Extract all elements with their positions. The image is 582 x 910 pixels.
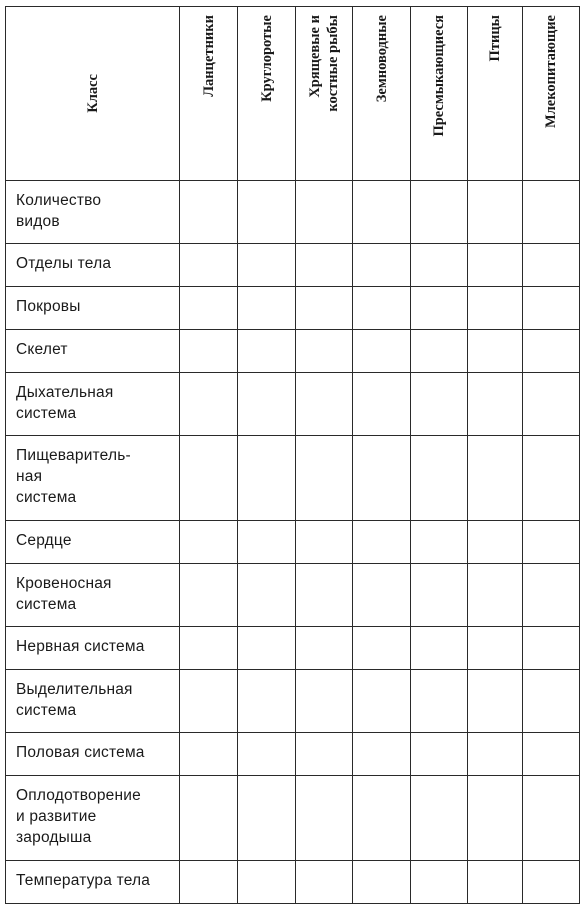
- table-row: [6, 733, 580, 776]
- empty-cell[interactable]: [238, 733, 296, 776]
- empty-cell[interactable]: [468, 733, 523, 776]
- col-label: Млекопитающие: [543, 15, 559, 129]
- corner-header: [6, 7, 180, 181]
- col-label: Круглоротые: [258, 15, 275, 102]
- empty-cell[interactable]: [296, 733, 353, 776]
- col-label: Ланцетники: [200, 15, 217, 97]
- empty-cell[interactable]: [296, 181, 353, 244]
- empty-cell[interactable]: [411, 436, 468, 521]
- empty-cell[interactable]: [180, 244, 238, 287]
- empty-cell[interactable]: [238, 436, 296, 521]
- empty-cell[interactable]: [468, 861, 523, 904]
- row-label: Количество видов: [6, 181, 180, 244]
- empty-cell[interactable]: [296, 330, 353, 373]
- empty-cell[interactable]: [353, 373, 411, 436]
- empty-cell[interactable]: [180, 776, 238, 861]
- table-row: [6, 861, 580, 904]
- table-row: [6, 373, 580, 436]
- row-label: Нервная система: [6, 627, 180, 670]
- empty-cell[interactable]: [411, 244, 468, 287]
- col-label: Птицы: [487, 15, 503, 62]
- empty-cell[interactable]: [468, 627, 523, 670]
- empty-cell[interactable]: [238, 564, 296, 627]
- empty-cell[interactable]: [180, 330, 238, 373]
- comparison-table: [5, 6, 580, 904]
- table-row: [6, 181, 580, 244]
- empty-cell[interactable]: [523, 776, 580, 861]
- empty-cell[interactable]: [468, 244, 523, 287]
- empty-cell[interactable]: [296, 564, 353, 627]
- row-label: Отделы тела: [6, 244, 180, 287]
- empty-cell[interactable]: [296, 670, 353, 733]
- empty-cell[interactable]: [523, 670, 580, 733]
- row-label: Сердце: [6, 521, 180, 564]
- empty-cell[interactable]: [468, 287, 523, 330]
- row-label: Половая система: [6, 733, 180, 776]
- table-row: [6, 670, 580, 733]
- empty-cell[interactable]: [468, 330, 523, 373]
- empty-cell[interactable]: [296, 436, 353, 521]
- empty-cell[interactable]: [353, 181, 411, 244]
- empty-cell[interactable]: [180, 436, 238, 521]
- empty-cell[interactable]: [411, 733, 468, 776]
- empty-cell[interactable]: [238, 373, 296, 436]
- empty-cell[interactable]: [411, 373, 468, 436]
- empty-cell[interactable]: [180, 287, 238, 330]
- col-header-amphibians: [353, 7, 411, 181]
- empty-cell[interactable]: [296, 373, 353, 436]
- empty-cell[interactable]: [468, 181, 523, 244]
- empty-cell[interactable]: [523, 244, 580, 287]
- empty-cell[interactable]: [296, 627, 353, 670]
- table-row: [6, 330, 580, 373]
- empty-cell[interactable]: [468, 776, 523, 861]
- table-row: [6, 244, 580, 287]
- empty-cell[interactable]: [353, 564, 411, 627]
- empty-cell[interactable]: [353, 776, 411, 861]
- empty-cell[interactable]: [411, 564, 468, 627]
- empty-cell[interactable]: [180, 627, 238, 670]
- empty-cell[interactable]: [353, 436, 411, 521]
- empty-cell[interactable]: [523, 287, 580, 330]
- row-label: Дыхательная система: [6, 373, 180, 436]
- empty-cell[interactable]: [523, 861, 580, 904]
- empty-cell[interactable]: [468, 521, 523, 564]
- empty-cell[interactable]: [353, 287, 411, 330]
- col-header-birds: [468, 7, 523, 181]
- empty-cell[interactable]: [238, 287, 296, 330]
- empty-cell[interactable]: [523, 330, 580, 373]
- empty-cell[interactable]: [523, 564, 580, 627]
- row-label: Оплодотворение и развитие зародыша: [6, 776, 180, 861]
- table-row: [6, 287, 580, 330]
- row-label: Покровы: [6, 287, 180, 330]
- empty-cell[interactable]: [411, 627, 468, 670]
- empty-cell[interactable]: [353, 861, 411, 904]
- empty-cell[interactable]: [523, 521, 580, 564]
- empty-cell[interactable]: [296, 861, 353, 904]
- empty-cell[interactable]: [180, 861, 238, 904]
- empty-cell[interactable]: [238, 627, 296, 670]
- empty-cell[interactable]: [523, 436, 580, 521]
- table-row: [6, 436, 580, 521]
- empty-cell[interactable]: [180, 373, 238, 436]
- empty-cell[interactable]: [353, 330, 411, 373]
- empty-cell[interactable]: [523, 733, 580, 776]
- empty-cell[interactable]: [238, 670, 296, 733]
- table-row: [6, 521, 580, 564]
- header-row: [6, 7, 580, 181]
- empty-cell[interactable]: [296, 287, 353, 330]
- col-header-cyclostomes: [238, 7, 296, 181]
- row-label: Пищеваритель- ная система: [6, 436, 180, 521]
- empty-cell[interactable]: [411, 861, 468, 904]
- empty-cell[interactable]: [180, 521, 238, 564]
- empty-cell[interactable]: [411, 181, 468, 244]
- empty-cell[interactable]: [353, 244, 411, 287]
- empty-cell[interactable]: [468, 564, 523, 627]
- empty-cell[interactable]: [238, 861, 296, 904]
- empty-cell[interactable]: [523, 181, 580, 244]
- table-row: [6, 776, 580, 861]
- col-header-mammals: [523, 7, 580, 181]
- corner-label: Класс: [84, 74, 101, 113]
- empty-cell[interactable]: [180, 670, 238, 733]
- table-row: [6, 627, 580, 670]
- col-label: Хрящевые и костные рыбы: [307, 15, 341, 112]
- empty-cell[interactable]: [468, 670, 523, 733]
- table-row: [6, 564, 580, 627]
- empty-cell[interactable]: [180, 564, 238, 627]
- empty-cell[interactable]: [411, 287, 468, 330]
- row-label: Выделительная система: [6, 670, 180, 733]
- empty-cell[interactable]: [238, 776, 296, 861]
- empty-cell[interactable]: [523, 373, 580, 436]
- empty-cell[interactable]: [296, 521, 353, 564]
- col-header-reptiles: [411, 7, 468, 181]
- col-header-fishes: [296, 7, 353, 181]
- col-header-lancelets: [180, 7, 238, 181]
- row-label: Температура тела: [6, 861, 180, 904]
- empty-cell[interactable]: [296, 776, 353, 861]
- empty-cell[interactable]: [238, 330, 296, 373]
- empty-cell[interactable]: [238, 244, 296, 287]
- empty-cell[interactable]: [411, 670, 468, 733]
- empty-cell[interactable]: [411, 776, 468, 861]
- empty-cell[interactable]: [180, 181, 238, 244]
- empty-cell[interactable]: [468, 373, 523, 436]
- empty-cell[interactable]: [238, 181, 296, 244]
- empty-cell[interactable]: [523, 627, 580, 670]
- row-label: Скелет: [6, 330, 180, 373]
- empty-cell[interactable]: [411, 330, 468, 373]
- empty-cell[interactable]: [296, 244, 353, 287]
- empty-cell[interactable]: [353, 521, 411, 564]
- row-label: Кровеносная система: [6, 564, 180, 627]
- empty-cell[interactable]: [180, 733, 238, 776]
- col-label: Земноводные: [373, 15, 390, 103]
- empty-cell[interactable]: [353, 733, 411, 776]
- empty-cell[interactable]: [411, 521, 468, 564]
- empty-cell[interactable]: [468, 436, 523, 521]
- empty-cell[interactable]: [238, 521, 296, 564]
- col-label: Пресмыкающиеся: [431, 15, 447, 137]
- empty-cell[interactable]: [353, 627, 411, 670]
- empty-cell[interactable]: [353, 670, 411, 733]
